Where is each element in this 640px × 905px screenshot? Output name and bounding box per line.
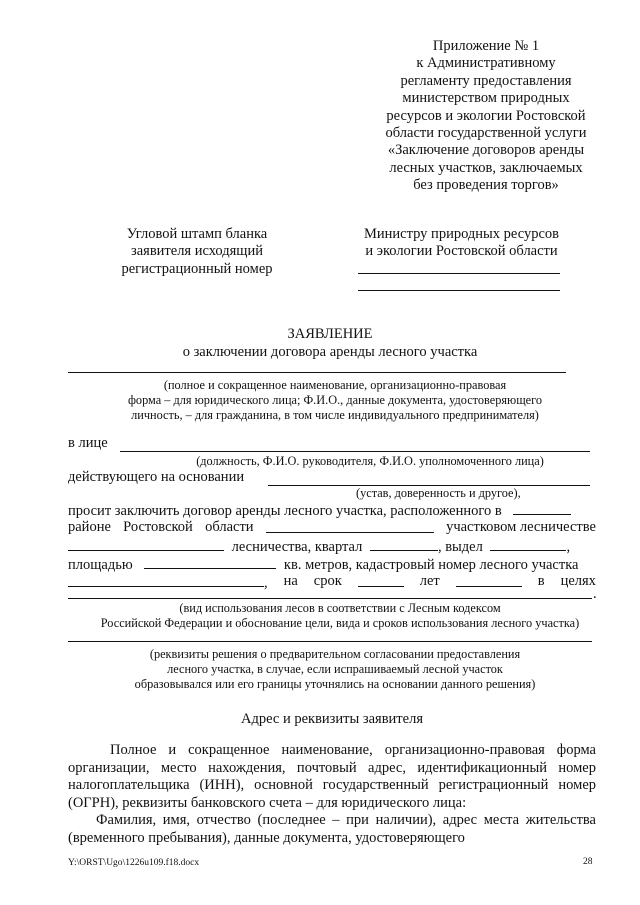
body-line-4 bbox=[68, 554, 596, 574]
years-blank[interactable] bbox=[456, 572, 522, 587]
addressee-line: и экологии Ростовской области bbox=[365, 243, 558, 260]
appendix-line: Приложение № 1 bbox=[432, 38, 540, 54]
legal-entity-paragraph: Полное и сокращенное наименование, организационно-правовая форма организации, место нахождения, почтовый адрес, идентификационный номер налогоплательщика (ИНН), основной государственный регистрационный номер (ОГРН), реквизиты банковского счета – для юридического лица: bbox=[68, 742, 596, 811]
note-line: (полное и сокращенное наименование, организационно-правовая bbox=[163, 378, 507, 392]
body-line-5 bbox=[68, 572, 596, 592]
area-blank[interactable] bbox=[144, 554, 276, 569]
body-text: на bbox=[283, 573, 298, 589]
forestry-name-blank[interactable] bbox=[68, 536, 224, 551]
person-label: в лице bbox=[68, 435, 108, 451]
person-note: (должность, Ф.И.О. руководителя, Ф.И.О. уполномоченного лица) bbox=[196, 454, 544, 468]
body-line-3 bbox=[68, 536, 596, 556]
body-line-1 bbox=[68, 500, 596, 520]
applicant-name-note bbox=[60, 378, 610, 423]
page-number: 28 bbox=[583, 857, 593, 867]
stamp-line: Угловой штамп бланка bbox=[126, 226, 268, 242]
document-subtitle: о заключении договора аренды лесного участка bbox=[182, 344, 478, 360]
addressee-block bbox=[354, 226, 569, 261]
note-line: личность, – для гражданина, в том числе индивидуального предпринимателя) bbox=[131, 408, 539, 422]
purpose-note bbox=[60, 601, 620, 631]
body-text: участковом лесничестве bbox=[446, 519, 596, 535]
stamp-line: заявителя исходящий bbox=[130, 243, 263, 260]
body-text: области bbox=[205, 519, 254, 535]
body-line-2 bbox=[68, 518, 596, 536]
body-text: срок bbox=[313, 573, 342, 589]
basis-label: действующего на основании bbox=[68, 469, 245, 485]
addressee-line: Министру природных ресурсов bbox=[364, 226, 559, 242]
body-text: , bbox=[566, 539, 571, 555]
decision-note bbox=[50, 647, 620, 692]
note-line: образовывался или его границы уточнялись на основании данного решения) bbox=[134, 677, 536, 691]
stamp-line: регистрационный номер bbox=[121, 260, 273, 277]
decision-blank[interactable] bbox=[68, 641, 592, 642]
body-text: , выдел bbox=[437, 539, 483, 555]
appendix-line: к Административному bbox=[416, 55, 556, 72]
addressee-blank-1[interactable] bbox=[358, 273, 560, 274]
appendix-line: области государственной услуги bbox=[385, 125, 587, 142]
purpose-end-dot: . bbox=[593, 586, 597, 602]
body-text: районе bbox=[68, 519, 111, 535]
plot-blank[interactable] bbox=[490, 536, 566, 551]
body-text: кв. метров, кадастровый номер лесного участка bbox=[283, 557, 579, 573]
appendix-line: лесных участков, заключаемых bbox=[389, 159, 583, 176]
appendix-line: «Заключение договоров аренды bbox=[387, 142, 585, 159]
appendix-line: регламенту предоставления bbox=[400, 72, 572, 89]
basis-note: (устав, доверенность и другое), bbox=[356, 486, 521, 500]
addressee-blank-2[interactable] bbox=[358, 290, 560, 291]
quarter-blank[interactable] bbox=[370, 536, 438, 551]
body-text: Ростовской bbox=[123, 519, 193, 535]
appendix-line: ресурсов и экологии Ростовской bbox=[386, 107, 586, 124]
section-title: Адрес и реквизиты заявителя bbox=[241, 711, 423, 727]
forestry-blank[interactable] bbox=[266, 518, 434, 533]
note-line: лесного участка, в случае, если испрашиваемый лесной участок bbox=[167, 662, 503, 676]
footer-file-path: Y:\ORST\Ugo\1226u109.f18.docx bbox=[68, 858, 200, 868]
note-line: (вид использования лесов в соответствии с Лесным кодексом bbox=[179, 601, 501, 615]
purpose-blank[interactable] bbox=[68, 598, 592, 599]
person-blank[interactable] bbox=[120, 451, 590, 452]
body-text: целях bbox=[560, 573, 596, 589]
note-line: Российской Федерации и обоснование цели, вида и сроков использования лесного участка) bbox=[100, 616, 580, 630]
document-title: ЗАЯВЛЕНИЕ bbox=[287, 326, 373, 342]
applicant-name-blank[interactable] bbox=[68, 372, 566, 373]
body-text: в bbox=[537, 573, 545, 589]
body-text: лет bbox=[419, 573, 440, 589]
term-blank[interactable] bbox=[358, 572, 404, 587]
note-line: форма – для юридического лица; Ф.И.О., данные документа, удостоверяющего bbox=[127, 393, 543, 407]
body-text: , bbox=[264, 575, 268, 591]
body-text: площадью bbox=[68, 557, 133, 573]
individual-paragraph: Фамилия, имя, отчество (последнее – при наличии), адрес места жительства (временного пребывания), данные документа, удостоверяющего bbox=[68, 812, 596, 846]
note-line: (реквизиты решения о предварительном согласовании предоставления bbox=[149, 647, 521, 661]
district-blank[interactable] bbox=[513, 500, 571, 515]
body-text: просит заключить договор аренды лесного участка, расположенного в bbox=[68, 503, 502, 519]
appendix-line: министерством природных bbox=[402, 90, 570, 107]
appendix-header bbox=[368, 38, 604, 195]
cadastral-blank[interactable] bbox=[68, 572, 264, 587]
body-text: лесничества, квартал bbox=[231, 539, 363, 555]
corner-stamp-note bbox=[92, 226, 302, 278]
appendix-line: без проведения торгов» bbox=[413, 177, 559, 194]
